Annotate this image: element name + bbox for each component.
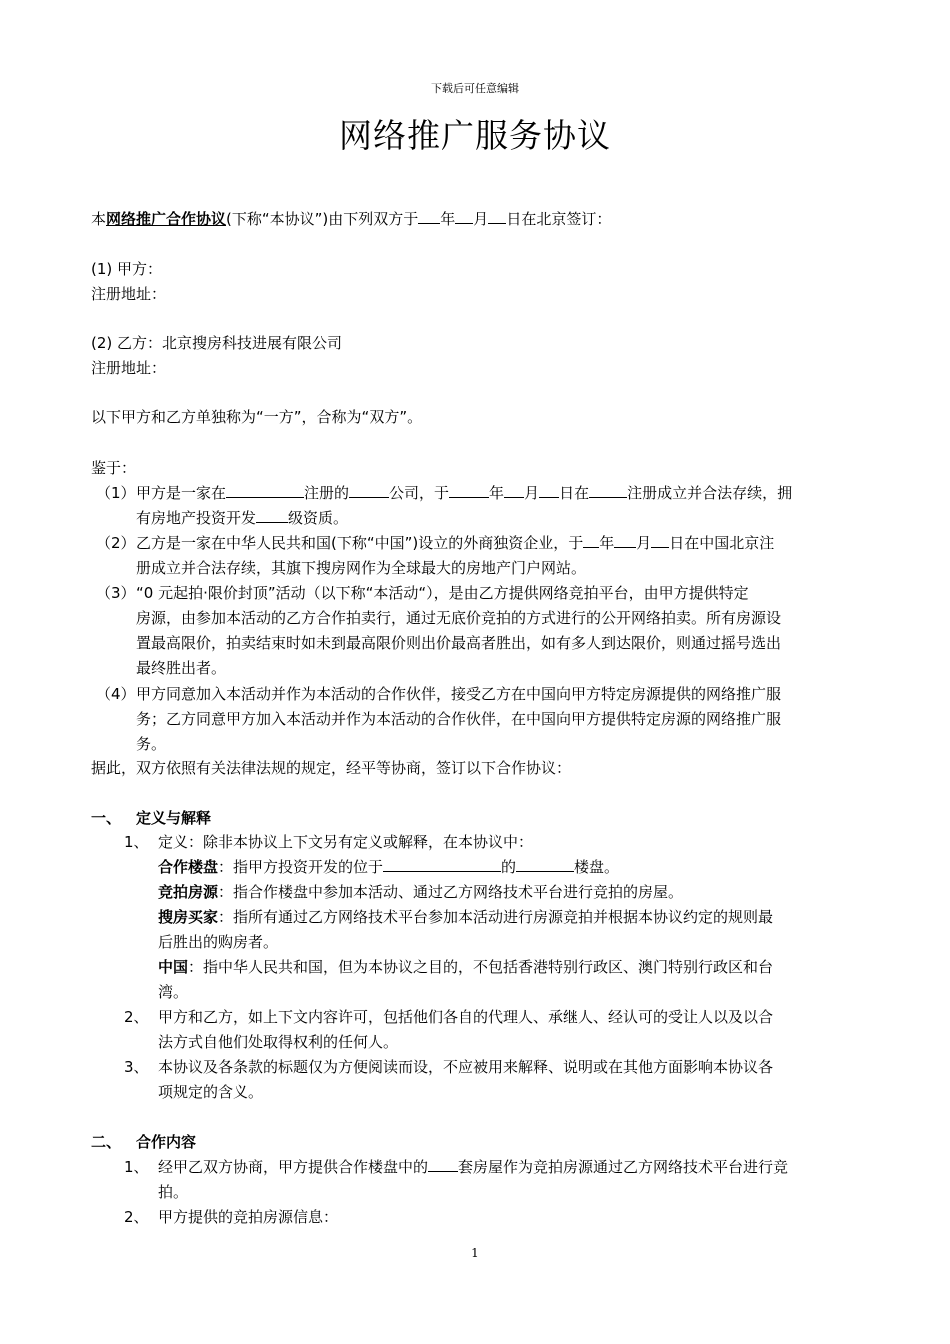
- party-b-address: 注册地址：: [91, 359, 167, 377]
- whereas-item-1-line-2: 有房地产投资开发 级资质。: [136, 509, 349, 527]
- whereas-conclusion: 据此，双方依照有关法律法规的规定，经平等协商，签订以下合作协议：: [91, 759, 572, 777]
- party-b-label: (2) 乙方：北京搜房科技进展有限公司: [91, 334, 343, 352]
- section-2-item-1-num: 1、: [124, 1158, 149, 1176]
- section-1-item-3-line-2: 项规定的含义。: [158, 1083, 264, 1101]
- whereas-item-3-line-4: 最终胜出者。: [136, 659, 227, 677]
- document-title: 网络推广服务协议: [339, 116, 611, 155]
- whereas-item-3-line-3: 置最高限价，拍卖结束时如未到最高限价则出价最高者胜出，如有多人到达限价，则通过摇号选出: [136, 634, 782, 652]
- definition-soufun-buyer-line-2: 后胜出的购房者。: [158, 933, 279, 951]
- section-2-item-2-text: 甲方提供的竞拍房源信息：: [158, 1208, 339, 1226]
- whereas-item-1-line-1: 甲方是一家在 注册的 公司，于 年 月 日在 注册成立并合法存续，拥: [136, 484, 793, 502]
- section-2-title: 合作内容: [136, 1133, 197, 1151]
- section-1-item-3-num: 3、: [124, 1058, 149, 1076]
- whereas-item-2-line-1: 乙方是一家在中华人民共和国(下称“中国”)设立的外商独资企业，于 年 月 日在中国北京注: [136, 534, 775, 552]
- section-1-item-2-line-2: 法方式自他们处取得权利的任何人。: [158, 1033, 399, 1051]
- header-note: 下载后可任意编辑: [431, 82, 519, 95]
- whereas-item-3-line-1: “0 元起拍·限价封顶”活动（以下称“本活动“），是由乙方提供网络竞拍平台，由甲方提供特定: [136, 584, 749, 602]
- whereas-item-1-num: （1）: [96, 484, 136, 502]
- parties-note: 以下甲方和乙方单独称为“一方”，合称为“双方”。: [91, 408, 423, 426]
- section-1-item-2-line-1: 甲方和乙方，如上下文内容许可，包括他们各自的代理人、承继人、经认可的受让人以及以合: [158, 1008, 774, 1026]
- section-1-item-3-line-1: 本协议及各条款的标题仅为方便阅读而设，不应被用来解释、说明或在其他方面影响本协议各: [158, 1058, 774, 1076]
- definition-china: 中国：指中华人民共和国，但为本协议之目的，不包括香港特别行政区、澳门特别行政区和台: [158, 958, 774, 976]
- intro-line: 本网络推广合作协议(下称“本协议”)由下列双方于 年 月 日在北京签订：: [91, 210, 612, 228]
- whereas-item-3-line-2: 房源，由参加本活动的乙方合作拍卖行，通过无底价竞拍的方式进行的公开网络拍卖。所有房源设: [136, 609, 782, 627]
- definition-china-line-2: 湾。: [158, 983, 189, 1001]
- whereas-item-4-line-1: 甲方同意加入本活动并作为本活动的合作伙伴，接受乙方在中国向甲方特定房源提供的网络推广服: [136, 685, 782, 703]
- whereas-item-2-num: （2）: [96, 534, 136, 552]
- section-2-number: 二、: [91, 1133, 122, 1151]
- page-number: 1: [471, 1246, 479, 1260]
- whereas-item-2-line-2: 册成立并合法存续，其旗下搜房网作为全球最大的房地产门户网站。: [136, 559, 587, 577]
- whereas-label: 鉴于：: [91, 459, 137, 477]
- party-a-label: (1) 甲方：: [91, 260, 163, 278]
- section-1-title: 定义与解释: [136, 809, 212, 827]
- definition-auction-property: 竞拍房源：指合作楼盘中参加本活动、通过乙方网络技术平台进行竞拍的房屋。: [158, 883, 684, 901]
- section-2-item-1-line-1: 经甲乙双方协商，甲方提供合作楼盘中的 套房屋作为竞拍房源通过乙方网络技术平台进行竞: [158, 1158, 789, 1176]
- agreement-name: 网络推广合作协议: [106, 210, 227, 228]
- section-1-item-1-text: 定义：除非本协议上下文另有定义或解释，在本协议中：: [158, 833, 534, 851]
- section-2-item-1-line-2: 拍。: [158, 1183, 189, 1201]
- definition-cooperative-project: 合作楼盘：指甲方投资开发的位于 的 楼盘。: [158, 858, 620, 876]
- section-2-item-2-num: 2、: [124, 1208, 149, 1226]
- whereas-item-4-line-3: 务。: [136, 735, 167, 753]
- whereas-item-4-num: （4）: [96, 685, 136, 703]
- section-1-item-1-num: 1、: [124, 833, 149, 851]
- party-a-address: 注册地址：: [91, 285, 167, 303]
- section-1-item-2-num: 2、: [124, 1008, 149, 1026]
- section-1-number: 一、: [91, 809, 122, 827]
- whereas-item-4-line-2: 务；乙方同意甲方加入本活动并作为本活动的合作伙伴，在中国向甲方提供特定房源的网络推广服: [136, 710, 782, 728]
- whereas-item-3-num: （3）: [96, 584, 136, 602]
- definition-soufun-buyer: 搜房买家：指所有通过乙方网络技术平台参加本活动进行房源竞拍并根据本协议约定的规则最: [158, 908, 774, 926]
